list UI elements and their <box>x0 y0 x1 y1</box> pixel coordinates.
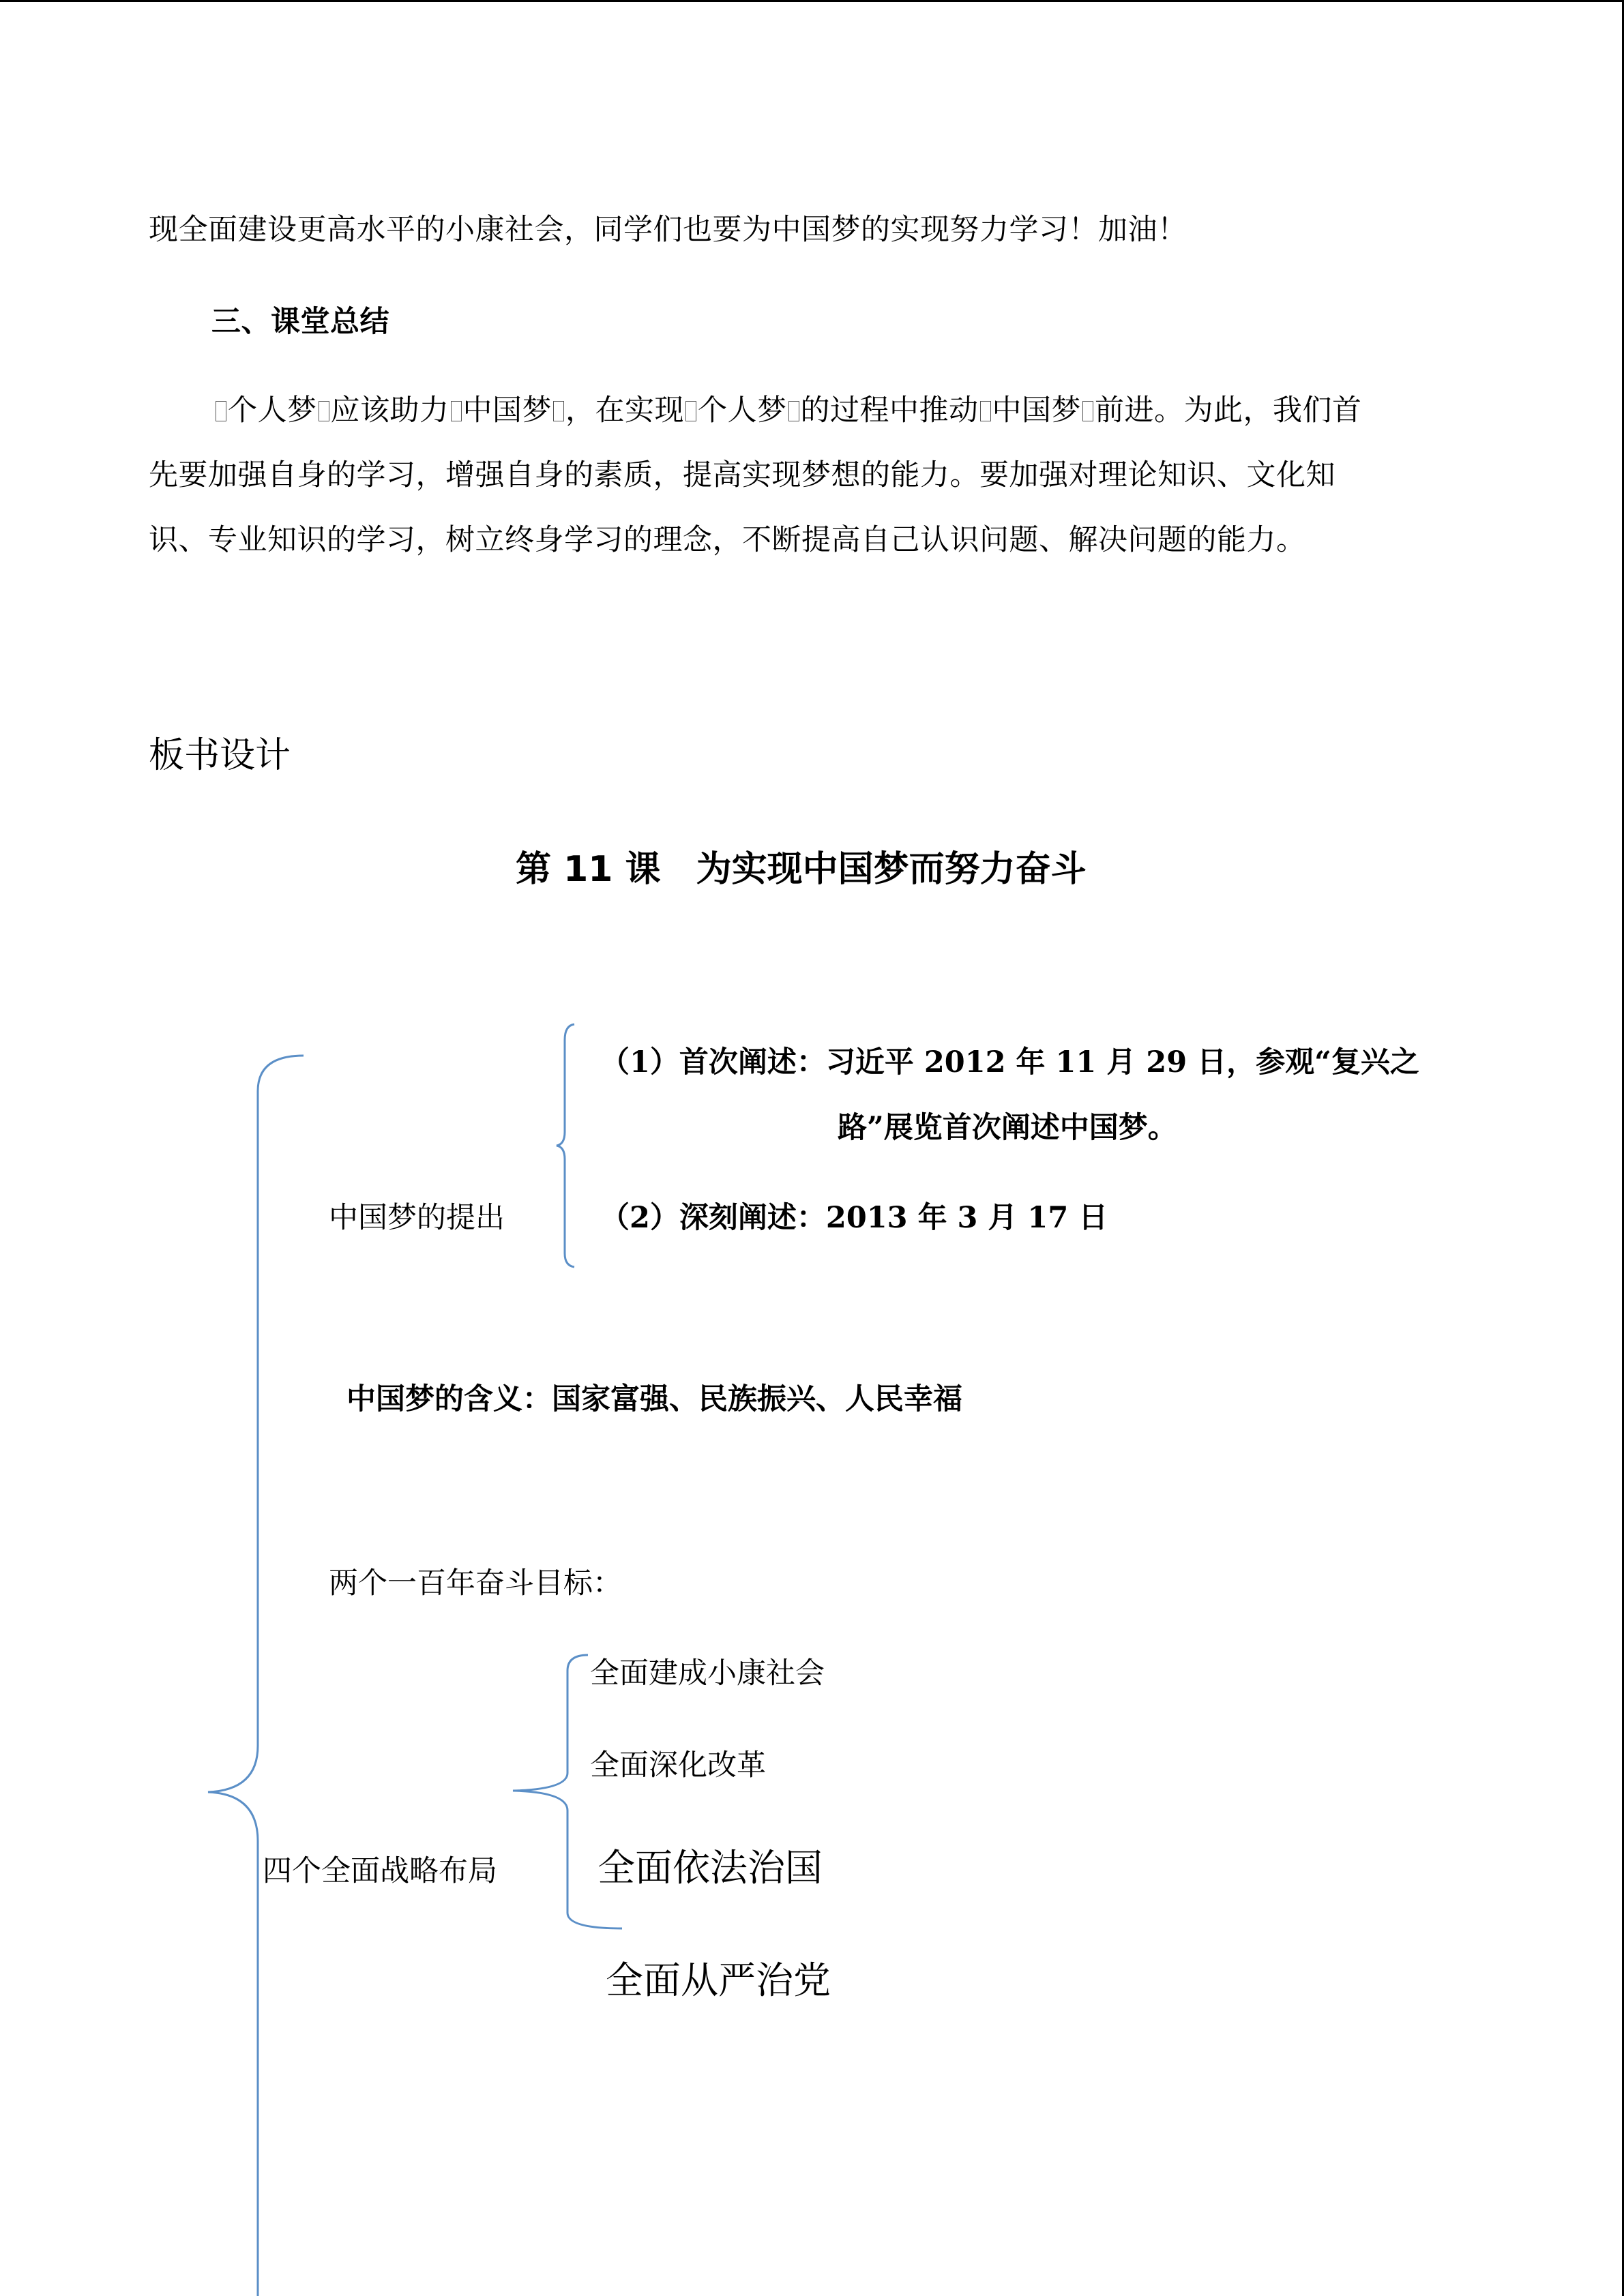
proposal-item-1-line-2: 路”展览首次阐述中国梦。 <box>838 1111 1177 1145</box>
strategy-item-4: 全面从严治党 <box>606 1958 831 2002</box>
summary-text: 个人梦 <box>228 393 317 428</box>
summary-text: ，在实现 <box>565 393 684 428</box>
paragraph-continuation: 现全面建设更高水平的小康社会，同学们也要为中国梦的实现努力学习！加油！ <box>149 213 1187 247</box>
main-brace <box>208 1056 304 2296</box>
summary-text: 的过程中推动 <box>800 393 979 428</box>
dream-meaning: 中国梦的含义：国家富强、民族振兴、人民幸福 <box>346 1382 962 1416</box>
lesson-title: 第 11 课 为实现中国梦而努力奋斗 <box>516 849 1087 890</box>
proposal-brace <box>557 1024 574 1267</box>
section-heading-summary: 三、课堂总结 <box>211 305 389 339</box>
summary-text: 应该助力 <box>330 393 449 428</box>
board-design-heading: 板书设计 <box>149 735 291 776</box>
strategy-item-1: 全面建成小康社会 <box>590 1656 825 1690</box>
proposal-item-2: （2）深刻阐述：2013 年 3 月 17 日 <box>600 1201 1108 1235</box>
summary-line-3: 识、专业知识的学习，树立终身学习的理念，不断提高自己认识问题、解决问题的能力。 <box>149 523 1306 557</box>
summary-text: 前进。为此，我们首 <box>1095 393 1362 428</box>
summary-line-2: 先要加强自身的学习，增强自身的素质，提高实现梦想的能力。要加强对理论知识、文化知 <box>149 458 1335 492</box>
proposal-label: 中国梦的提出 <box>329 1201 505 1235</box>
summary-text: 中国梦 <box>992 393 1081 428</box>
proposal-item-1-line-1: （1）首次阐述：习近平 2012 年 11 月 29 日，参观“复兴之 <box>600 1045 1419 1079</box>
summary-text: 中国梦 <box>462 393 552 428</box>
strategy-label: 四个全面战略布局 <box>263 1854 497 1888</box>
strategy-item-3: 全面依法治国 <box>597 1846 823 1890</box>
strategy-item-2: 全面深化改革 <box>590 1748 766 1783</box>
summary-text: 个人梦 <box>698 393 787 428</box>
two-centenary-goals: 两个一百年奋斗目标： <box>329 1566 622 1600</box>
